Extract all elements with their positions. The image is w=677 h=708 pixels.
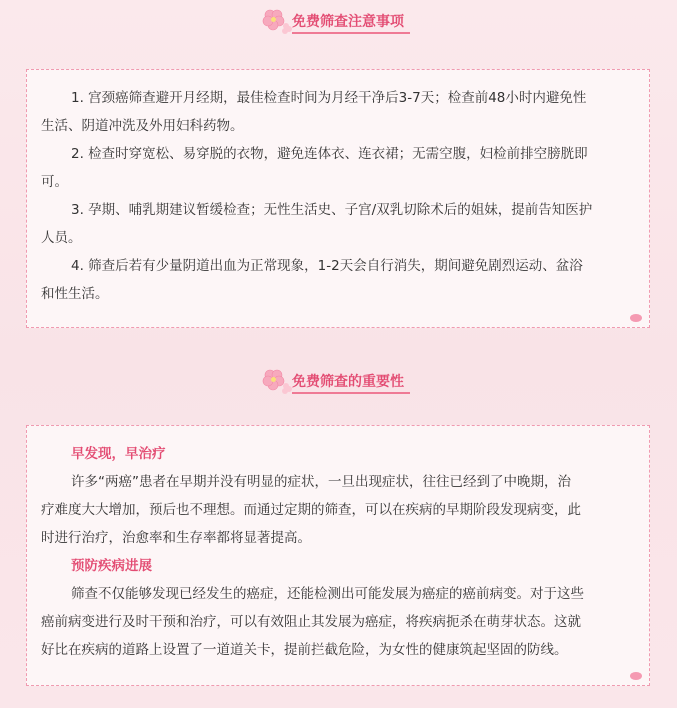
note-line: 1. 宫颈癌筛查避开月经期，最佳检查时间为月经干净后3-7天；检查前48小时内避免性 — [71, 90, 587, 106]
paragraph-line: 筛查不仅能够发现已经发生的癌症，还能检测出可能发展为癌症的癌前病变。对于这些 — [71, 586, 584, 602]
note-item — [41, 140, 637, 196]
block-paragraph — [41, 468, 637, 552]
paragraph-line: 时进行治疗，治愈率和生存率都将显著提高。 — [41, 530, 311, 546]
note-item — [41, 84, 637, 140]
section-header-inner — [260, 6, 420, 36]
note-line: 生活、阴道冲洗及外用妇科药物。 — [41, 118, 244, 134]
block-heading: 早发现，早治疗 — [71, 446, 166, 462]
section-header-importance — [0, 360, 677, 400]
section-title: 免费筛查的重要性 — [292, 374, 404, 390]
note-item — [41, 252, 637, 308]
title-underline — [292, 392, 410, 394]
note-line: 人员。 — [41, 230, 82, 246]
note-line: 和性生活。 — [41, 286, 109, 302]
cherry-blossom-icon — [260, 6, 292, 36]
heart-icon — [629, 671, 643, 681]
paragraph-line: 疗难度大大增加，预后也不理想。而通过定期的筛查，可以在疾病的早期阶段发现病变，此 — [41, 502, 581, 518]
note-line: 可。 — [41, 174, 68, 190]
importance-box — [26, 425, 650, 686]
paragraph-line: 好比在疾病的道路上设置了一道道关卡，提前拦截危险，为女性的健康筑起坚固的防线。 — [41, 642, 568, 658]
section-header-notes — [0, 0, 677, 40]
block-heading: 预防疾病进展 — [71, 558, 152, 574]
paragraph-line: 癌前病变进行及时干预和治疗，可以有效阻止其发展为癌症，将疾病扼杀在萌芽状态。这就 — [41, 614, 581, 630]
note-item — [41, 196, 637, 252]
section-title: 免费筛查注意事项 — [292, 14, 404, 30]
heart-icon — [629, 313, 643, 323]
block-paragraph — [41, 580, 637, 664]
note-line: 2. 检查时穿宽松、易穿脱的衣物，避免连体衣、连衣裙；无需空腹，妇检前排空膀胱即 — [71, 146, 588, 162]
note-line: 4. 筛查后若有少量阴道出血为正常现象，1-2天会自行消失，期间避免剧烈运动、盆浴 — [71, 258, 583, 274]
paragraph-line: 许多“两癌”患者在早期并没有明显的症状，一旦出现症状，往往已经到了中晚期，治 — [71, 474, 571, 490]
section-header-inner — [260, 366, 420, 396]
notes-box — [26, 69, 650, 328]
note-line: 3. 孕期、哺乳期建议暂缓检查；无性生活史、子宫/双乳切除术后的姐妹，提前告知医护 — [71, 202, 593, 218]
title-underline — [292, 32, 410, 34]
cherry-blossom-icon — [260, 366, 292, 396]
